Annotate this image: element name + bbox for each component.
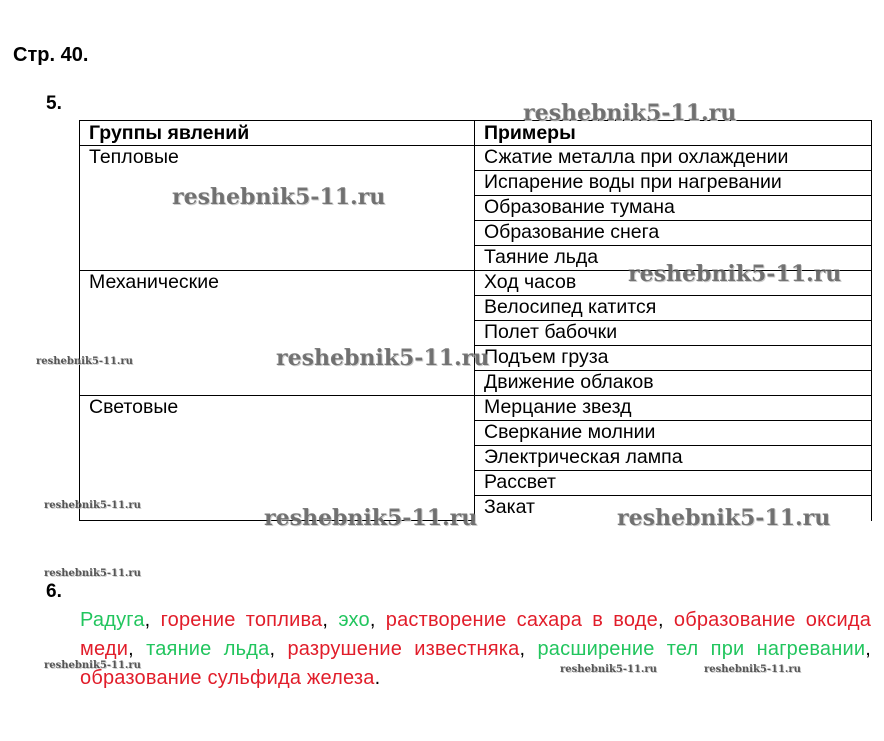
example-cell: Сверкание молнии <box>475 421 872 446</box>
watermark: reshebnik5-11.ru <box>628 261 842 287</box>
example-cell: Сжатие металла при охлаждении <box>475 146 872 171</box>
group-name: Механические <box>80 271 475 396</box>
example-cell: Закат <box>475 496 872 521</box>
table-header-row <box>80 121 872 146</box>
example-cell: Испарение воды при нагревании <box>475 171 872 196</box>
watermark: reshebnik5-11.ru <box>44 500 141 511</box>
page-label: Стр. 40. <box>13 44 89 66</box>
table-row <box>80 396 872 421</box>
answer-item: , <box>144 609 161 631</box>
answer-item: , <box>322 609 339 631</box>
answer-item: , <box>369 609 386 631</box>
watermark: reshebnik5-11.ru <box>276 345 490 371</box>
answer-item: , <box>128 638 147 660</box>
watermark: reshebnik5-11.ru <box>523 100 737 126</box>
group-name: Тепловые <box>80 146 475 271</box>
answer-item: растворение сахара в воде <box>385 609 658 631</box>
example-cell: Электрическая лампа <box>475 446 872 471</box>
answer-item: горение топлива <box>160 609 323 631</box>
answer-item: образование оксида меди <box>80 609 872 660</box>
example-cell: Полет бабочки <box>475 321 872 346</box>
watermark: reshebnik5-11.ru <box>264 505 478 531</box>
header-groups: Группы явлений <box>80 121 475 146</box>
answer-item: образование сульфида железа <box>80 667 375 689</box>
example-cell: Велосипед катится <box>475 296 872 321</box>
task-6-answer <box>80 606 871 693</box>
example-cell: Движение облаков <box>475 371 872 396</box>
answer-item: таяние льда <box>146 638 270 660</box>
answer-item: . <box>374 667 381 689</box>
header-examples: Примеры <box>475 121 872 146</box>
example-cell: Мерцание звезд <box>475 396 872 421</box>
answer-item: , <box>865 638 872 660</box>
example-cell: Образование снега <box>475 221 872 246</box>
phenomena-table <box>79 120 872 521</box>
watermark: reshebnik5-11.ru <box>704 664 801 675</box>
answer-item: , <box>657 609 674 631</box>
task-6-number: 6. <box>46 581 62 602</box>
answer-item: Радуга <box>80 609 145 631</box>
answer-item: , <box>519 638 538 660</box>
watermark: reshebnik5-11.ru <box>560 664 657 675</box>
example-cell: Подъем груза <box>475 346 872 371</box>
table-row <box>80 146 872 171</box>
watermark: reshebnik5-11.ru <box>44 660 141 671</box>
example-cell: Образование тумана <box>475 196 872 221</box>
watermark: reshebnik5-11.ru <box>44 568 141 579</box>
group-name: Световые <box>80 396 475 521</box>
answer-item: расширение тел при нагревании <box>537 638 866 660</box>
answer-item: эхо <box>338 609 370 631</box>
example-cell: Таяние льда <box>475 246 872 271</box>
answer-item: , <box>269 638 288 660</box>
watermark: reshebnik5-11.ru <box>172 184 386 210</box>
example-cell: Ход часов <box>475 271 872 296</box>
example-cell: Рассвет <box>475 471 872 496</box>
watermark: reshebnik5-11.ru <box>617 505 831 531</box>
watermark: reshebnik5-11.ru <box>36 356 133 367</box>
task-5-number: 5. <box>46 93 62 114</box>
answer-item: разрушение известняка <box>287 638 520 660</box>
